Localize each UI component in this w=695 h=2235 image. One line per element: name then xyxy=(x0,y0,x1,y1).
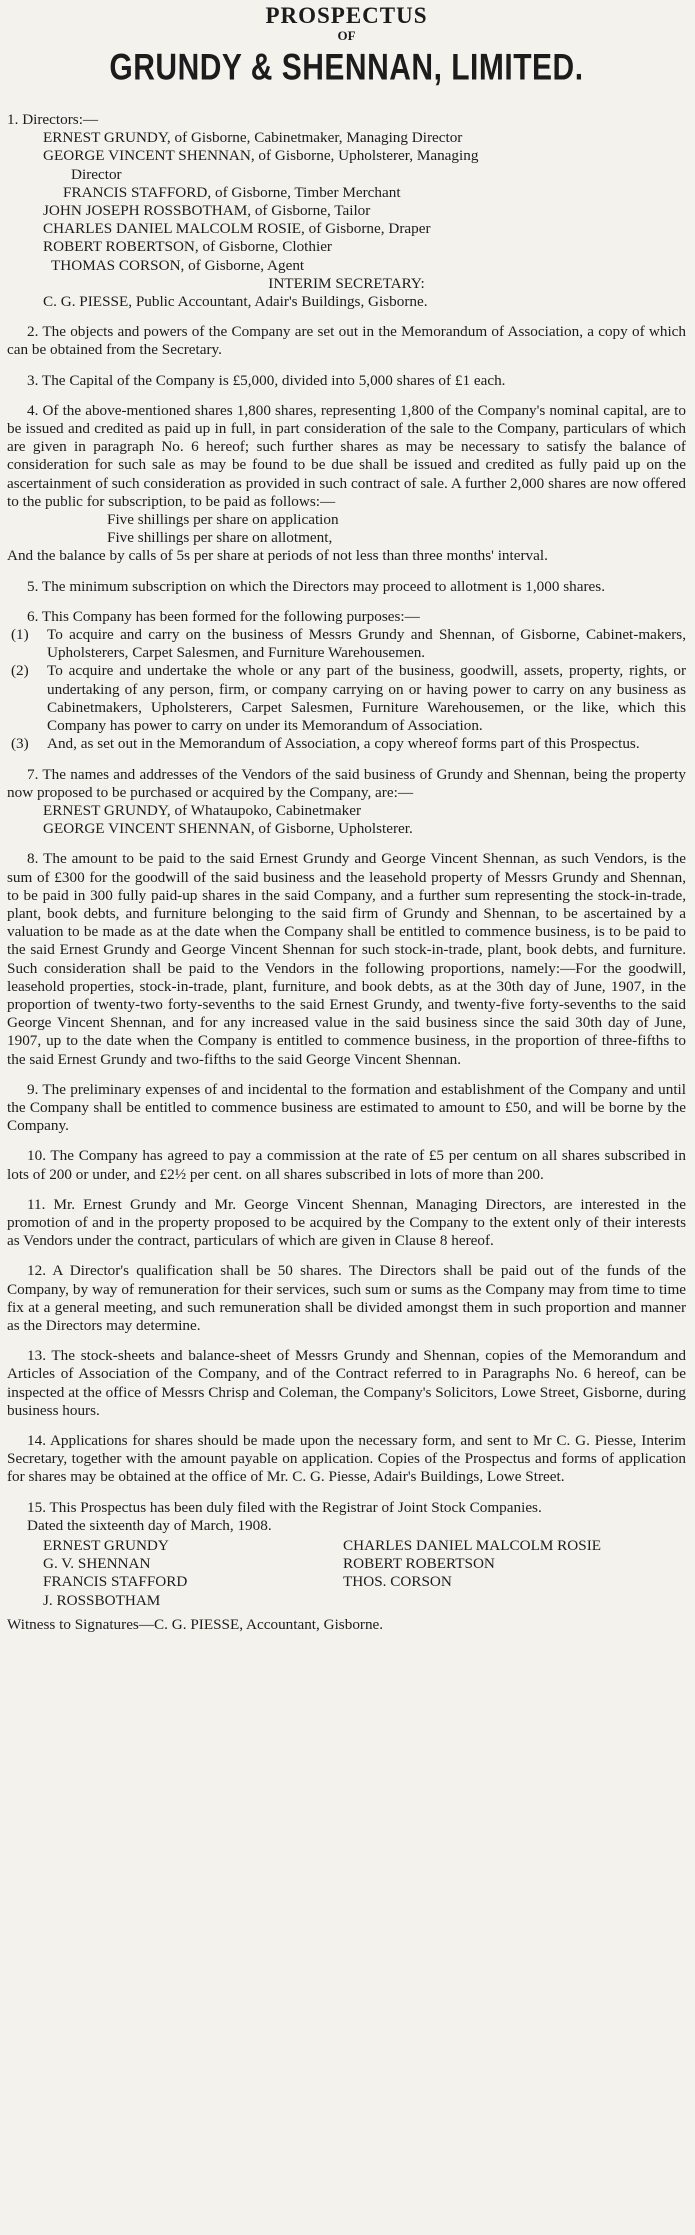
purpose-item xyxy=(7,626,686,662)
director-entry: ERNEST GRUNDY, of Gisborne, Cabinetmaker, Managing Director xyxy=(43,129,463,147)
section-6 xyxy=(7,608,686,754)
section-6-intro: 6. This Company has been formed for the following purposes:— xyxy=(27,607,420,625)
vendor-entry: ERNEST GRUNDY, of Whataupoko, Cabinetmaker xyxy=(43,801,362,819)
secretary-heading: INTERIM SECRETARY: xyxy=(268,274,425,292)
signature-left: J. ROSSBOTHAM xyxy=(43,1591,161,1609)
payment-term-calls: And the balance by calls of 5s per share at periods of not less than three months' interval. xyxy=(7,547,548,565)
director-entry: GEORGE VINCENT SHENNAN, of Gisborne, Upholsterer, Managing xyxy=(43,147,479,165)
director-entry: ROBERT ROBERTSON, of Gisborne, Clothier xyxy=(43,238,332,256)
director-entry: CHARLES DANIEL MALCOLM ROSIE, of Gisborne, Draper xyxy=(43,220,431,238)
section-7-text: 7. The names and addresses of the Vendors of the said business of Grundy and Shennan, being the property now proposed to be purchased or acquired by the Company, are:— xyxy=(7,765,686,801)
signatures-block xyxy=(7,1537,686,1610)
signature-right: THOS. CORSON xyxy=(343,1573,452,1591)
purpose-text: To acquire and carry on the business of Messrs Grundy and Shennan, of Gisborne, Cabinet-makers, Upholsterers, Carpet Salesmen, and Furniture Warehousemen. xyxy=(47,626,686,662)
director-entry: THOMAS CORSON, of Gisborne, Agent xyxy=(51,256,305,274)
of-heading: OF xyxy=(337,28,356,43)
dated-line: Dated the sixteenth day of March, 1908. xyxy=(27,1516,272,1534)
signature-left: FRANCIS STAFFORD xyxy=(43,1573,188,1591)
section-11: 11. Mr. Ernest Grundy and Mr. George Vincent Shennan, Managing Directors, are interested in the promotion of and in the property proposed to be acquired by the Company to the extent only of their interests as Vendors under the contract, particulars of which are given in Clause 8 hereof. xyxy=(7,1195,686,1250)
section-15: 15. This Prospectus has been duly filed with the Registrar of Joint Stock Companies. xyxy=(27,1498,542,1516)
purpose-number: (2) xyxy=(11,662,29,680)
signature-left: G. V. SHENNAN xyxy=(43,1555,151,1573)
director-entry: JOHN JOSEPH ROSSBOTHAM, of Gisborne, Tailor xyxy=(43,202,371,220)
section-5: 5. The minimum subscription on which the Directors may proceed to allotment is 1,000 shares. xyxy=(27,577,605,595)
director-entry: Director xyxy=(71,165,122,183)
section-4-text: 4. Of the above-mentioned shares 1,800 shares, representing 1,800 of the Company's nominal capital, are to be issued and credited as paid up in full, in part consideration of the sale to the Company, particulars of which are given in paragraph No. 6 hereof; such further shares as may be necessary to satisfy the balance of consideration for such sale as may be found to be due shall be issued and credited as fully paid up on the ascertainment of such consideration as provided in such contract of sale. A further 2,000 shares are now offered to the public for subscription, to be paid as follows:— xyxy=(7,401,686,510)
purpose-item xyxy=(7,662,686,735)
section-4 xyxy=(7,402,686,566)
payment-term-allotment: Five shillings per share on allotment, xyxy=(107,529,333,547)
section-8: 8. The amount to be paid to the said Ernest Grundy and George Vincent Shennan, as such Vendors, is the sum of £300 for the goodwill of the said business and the leasehold property of Messrs Grundy and Shennan, to be paid in 300 fully paid-up shares in the said Company, and a further sum representing the stock-in-trade, plant, book debts, and furniture belonging to the said firm of Grundy and Shennan, to be ascertained by a valuation to be made as at the date when the Company shall be entitled to commence business, is to be paid to the said Ernest Grundy and George Vincent Shennan for such stock-in-trade, plant, book debts, and furniture. Such consideration shall be paid to the Vendors in the following proportions, namely:—For the goodwill, leasehold properties, stock-in-trade, plant, furniture, and book debts, as at the 30th day of June, 1907, in the proportion of twenty-two forty-sevenths to the said Ernest Grundy, and twenty-five forty-sevenths to the said George Vincent Shennan, and for any increased value in the said business since the said 30th day of June, 1907, up to the date when the Company is entitled to commence business, in the proportion of three-fifths to the said Ernest Grundy and two-fifths to the said George Vincent Shennan. xyxy=(7,850,686,1068)
section-7 xyxy=(7,766,686,839)
section-9: 9. The preliminary expenses of and incidental to the formation and establishment of the Company and until the Company shall be entitled to commence business are estimated to amount to £50, and will be borne by the Company. xyxy=(7,1080,686,1135)
section-10: 10. The Company has agreed to pay a commission at the rate of £5 per centum on all shares subscribed in lots of 200 or under, and £2½ per cent. on all shares subscribed in lots of more than 200. xyxy=(7,1147,686,1183)
purpose-text: To acquire and undertake the whole or any part of the business, goodwill, assets, property, rights, or undertaking of any person, firm, or company carrying on or having power to carry on any business as Cabinetmakers, Upholsterers, Carpet Salesmen, Furniture Warehousemen, or the like, which this Company has power to carry on under its Memorandum of Association. xyxy=(47,662,686,735)
directors-heading: 1. Directors:— xyxy=(7,111,99,128)
purpose-item xyxy=(7,735,686,753)
company-name-heading: GRUNDY & SHENNAN, LIMITED. xyxy=(109,46,584,88)
purpose-number: (1) xyxy=(11,626,29,644)
secretary-entry: C. G. PIESSE, Public Accountant, Adair's Buildings, Gisborne. xyxy=(43,293,428,311)
section-14: 14. Applications for shares should be made upon the necessary form, and sent to Mr C. G. Piesse, Interim Secretary, together with the amount payable on application. Copies of the Prospectus and forms of application for shares may be obtained at the office of Mr. C. G. Piesse, Adair's Buildings, Lowe Street. xyxy=(7,1432,686,1486)
witness-line: Witness to Signatures—C. G. PIESSE, Accountant, Gisborne. xyxy=(7,1615,384,1633)
section-3: 3. The Capital of the Company is £5,000, divided into 5,000 shares of £1 each. xyxy=(27,371,506,389)
signature-right: CHARLES DANIEL MALCOLM ROSIE xyxy=(343,1537,602,1555)
section-1-directors xyxy=(7,111,686,311)
vendor-entry: GEORGE VINCENT SHENNAN, of Gisborne, Upholsterer. xyxy=(43,820,413,838)
section-13: 13. The stock-sheets and balance-sheet of Messrs Grundy and Shennan, copies of the Memorandum and Articles of Association of the Company, and of the Contract referred to in Paragraphs No. 6 hereof, can be inspected at the office of Messrs Chrisp and Coleman, the Company's Solicitors, Lowe Street, Gisborne, during business hours. xyxy=(7,1347,686,1419)
purpose-text: And, as set out in the Memorandum of Association, a copy whereof forms part of this Prospectus. xyxy=(47,735,640,753)
prospectus-heading: PROSPECTUS xyxy=(265,3,428,28)
director-entry: FRANCIS STAFFORD, of Gisborne, Timber Merchant xyxy=(63,183,401,201)
signature-right: ROBERT ROBERTSON xyxy=(343,1555,495,1573)
section-2: 2. The objects and powers of the Company are set out in the Memorandum of Association, a copy of which can be obtained from the Secretary. xyxy=(7,323,686,359)
directors-list xyxy=(7,129,686,275)
purpose-number: (3) xyxy=(11,735,29,753)
signature-left: ERNEST GRUNDY xyxy=(43,1537,169,1555)
section-12: 12. A Director's qualification shall be 50 shares. The Directors shall be paid out of the funds of the Company, by way of remuneration for their services, such sum or sums as the Company may from time to time fix at a general meeting, and such remuneration shall be divided amongst them in such proportion and manner as the Directors may determine. xyxy=(7,1262,686,1334)
payment-term-application: Five shillings per share on application xyxy=(107,511,339,529)
